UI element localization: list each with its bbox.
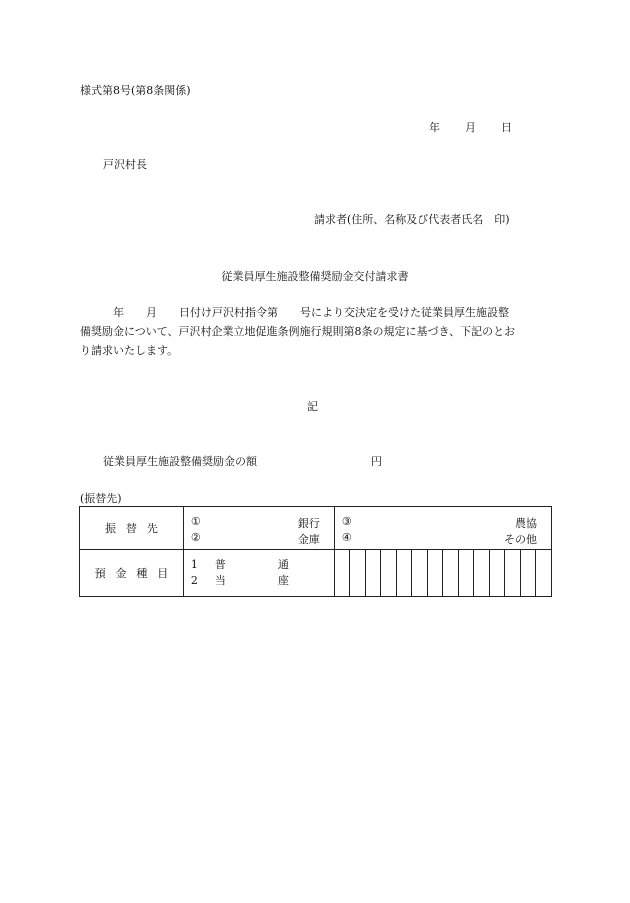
body-line-3: り請求いたします。 [80,344,179,357]
date-line [429,119,512,135]
amount-unit: 円 [371,455,382,468]
account-digit-box[interactable] [458,550,474,597]
institution-num-3: ③ [341,515,352,528]
date-day: 日 [501,121,512,134]
institution-type-other: その他 [504,533,537,546]
body-paragraph [80,303,554,360]
body-line-2: 備奨励金について、戸沢村企業立地促進条例施行規則第8条の規定に基づき、下記のとお [80,325,516,338]
form-number: 様式第8号(第8条関係) [80,84,191,97]
institution-header: 振替先 [80,507,184,550]
institution-type-nokyo: 農協 [515,517,537,530]
institution-num-2: ② [190,531,201,544]
account-digit-box[interactable] [350,550,366,597]
date-year: 年 [429,121,440,134]
date-month: 月 [465,121,476,134]
amount-label: 従業員厚生施設整備奨励金の額 [103,455,257,468]
institution-right-cell[interactable] [334,507,551,550]
document-title: 従業員厚生施設整備奨励金交付請求書 [221,270,409,283]
account-digit-box[interactable] [489,550,505,597]
account-digit-box[interactable] [334,550,350,597]
account-type-ordinary: 1 普 通 [190,558,289,571]
account-digit-box[interactable] [443,550,459,597]
account-type-checking: 2 当 座 [190,574,289,587]
account-digit-box[interactable] [365,550,381,597]
account-digit-box[interactable] [381,550,397,597]
requester-line: 請求者(住所、名称及び代表者氏名 印) [314,213,510,226]
account-digit-box[interactable] [474,550,490,597]
account-type-cell[interactable] [183,550,334,597]
account-digit-box[interactable] [412,550,428,597]
account-digit-box[interactable] [536,550,552,597]
account-type-row [80,550,552,597]
ki-heading: 記 [307,400,318,413]
transfer-label: (振替先) [80,492,122,505]
account-digit-box[interactable] [396,550,412,597]
institution-left-cell[interactable] [183,507,334,550]
account-digit-box[interactable] [427,550,443,597]
account-type-header: 預金種目 [80,550,184,597]
institution-type-kinko: 金庫 [297,533,320,546]
account-digit-box[interactable] [520,550,536,597]
body-line-1: 年 月 日付け戸沢村指令第 号により交決定を受けた従業員厚生施設整 [80,306,509,319]
amount-line [103,453,382,469]
institution-type-bank: 銀行 [297,517,320,530]
institution-row [80,507,552,550]
transfer-table [79,506,552,597]
institution-num-4: ④ [341,531,352,544]
institution-num-1: ① [190,515,201,528]
addressee: 戸沢村長 [103,158,147,171]
account-digit-box[interactable] [505,550,521,597]
